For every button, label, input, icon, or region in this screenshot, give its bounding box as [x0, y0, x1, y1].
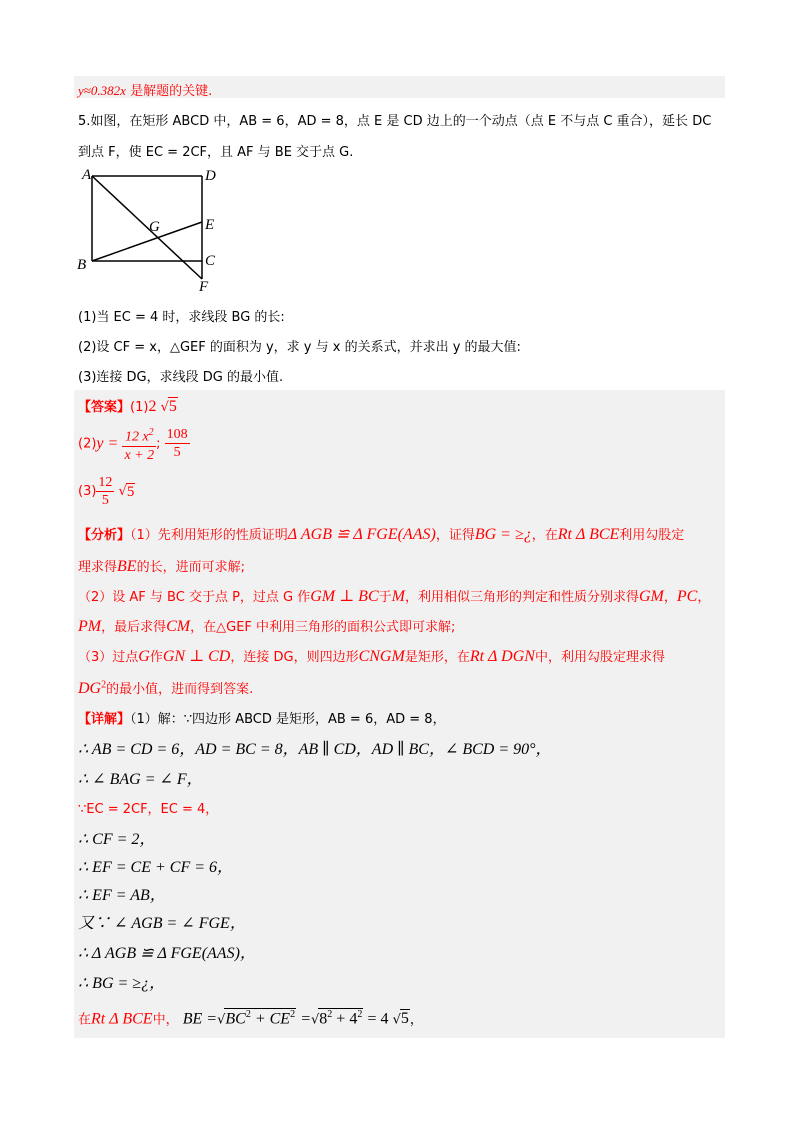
detail-line-1: 【详解】（1）解：∵四边形 ABCD 是矩形，AB = 6，AD = 8，	[78, 712, 446, 727]
label-A: A	[82, 167, 92, 183]
analysis-line-2: 理求得BE的长，进而可求解;	[78, 558, 245, 575]
question-2: (2)设 CF = x，△GEF 的面积为 y，求 y 与 x 的关系式，并求出 y 的最大值:	[78, 340, 521, 355]
detail-line-6: ∴ EF = CE + CF = 6，	[78, 859, 234, 876]
analysis-line-4: PM，最后求得CM，在△GEF 中利用三角形的面积公式即可求解;	[78, 618, 456, 635]
analysis-line-6: $DG^2$的最小值，进而得到答案.	[78, 679, 254, 697]
detail-line-9: ∴ Δ AGB ≌ Δ FGE(AAS)，	[78, 945, 256, 962]
detail-line-10: ∴ BG = ≥¿，	[78, 975, 166, 992]
detail-line-11: 在Rt Δ BCE中， BE $=√BC^2 + CE^2 =√8^2 + 4^2 = 4$ √5，	[78, 1009, 423, 1028]
label-F: F	[199, 279, 209, 294]
problem-line-2: 到点 F，使 EC = 2CF，且 AF 与 BE 交于点 G.	[78, 145, 354, 160]
detail-line-4: ∵EC = 2CF，EC = 4，	[78, 802, 219, 817]
answer-3: (3) $\frac{12}{5}$ √5	[78, 475, 135, 508]
label-D: D	[205, 168, 216, 184]
detail-line-7: ∴ EF = AB，	[78, 887, 166, 904]
label-C: C	[205, 253, 216, 269]
answer-2-max: $\frac{108}{5}$	[166, 427, 188, 461]
detail-line-3: ∴ ∠ BAG = ∠ F，	[78, 771, 203, 788]
analysis-line-5: （3）过点G作GN ⊥ CD，连接 DG，则四边形CNGM是矩形，在Rt Δ DGN中，利用勾股定理求得	[78, 648, 665, 665]
answer-1: 【答案】(1)2 √5	[78, 398, 177, 415]
question-3: (3)连接 DG，求线段 DG 的最小值.	[78, 370, 284, 385]
answer-2-fraction: $\frac{12 x^2}{x + 2}$	[122, 424, 156, 464]
question-1: (1)当 EC = 4 时，求线段 BG 的长:	[78, 310, 285, 325]
detail-line-5: ∴ CF = 2，	[78, 831, 156, 848]
detail-line-2: ∴ AB = CD = 6，AD = BC = 8，AB ∥ CD，AD ∥ BC，∠ BCD = 90°，	[78, 741, 552, 758]
analysis-line-1: 【分析】（1）先利用矩形的性质证明Δ AGB ≌ Δ FGE(AAS)，证得BG = ≥¿，在Rt Δ BCE利用勾股定	[78, 526, 685, 543]
detail-line-8: 又∵ ∠ AGB = ∠ FGE，	[78, 915, 246, 932]
answer-2: (2)y = $\frac{12 x^2}{x + 2}$ ; $\frac{108}{5}$	[78, 424, 190, 464]
top-note: y≈0.382x 是解题的关键.	[78, 83, 213, 99]
analysis-line-3: （2）设 AF 与 BC 交于点 P，过点 G 作GM ⊥ BC于M，利用相似三角形的判定和性质分别求得GM，PC，	[78, 588, 711, 605]
label-G: G	[149, 219, 160, 235]
label-E: E	[205, 217, 215, 233]
problem-line-1: 5.如图，在矩形 ABCD 中，AB = 6，AD = 8，点 E 是 CD 边上的一个动点（点 E 不与点 C 重合），延长 DC	[78, 114, 712, 129]
geometry-figure	[74, 164, 234, 294]
label-B: B	[77, 257, 87, 273]
